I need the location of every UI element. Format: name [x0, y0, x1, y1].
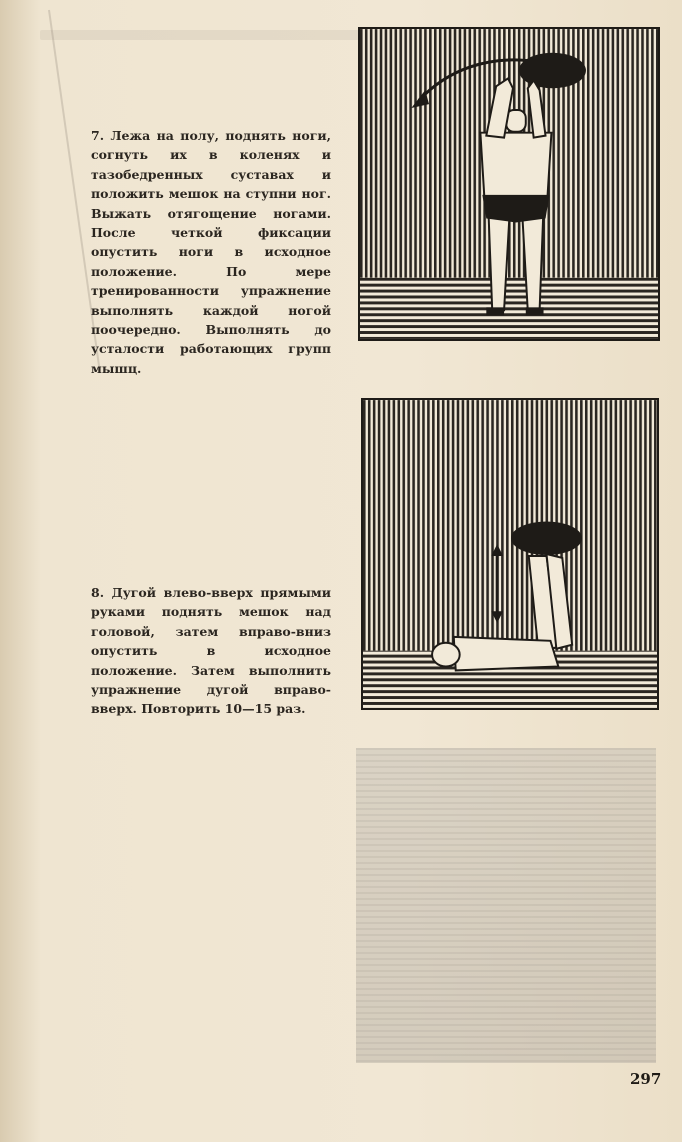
exercise-8-text: 8. Дугой влево-вверх прямыми руками поднять мешок над головой, затем вправо-вниз опустить в исходное положение. Затем выполнить упражнение дугой вправо-вверх. Повторить 10—15 раз.: [91, 585, 331, 717]
exercise-7-text: 7. Лежа на полу, поднять ноги, согнуть их в коленях и тазобедренных суставах и положить мешок на ступни ног. Выжать отягощение ногами. После четкой фиксации опустить ноги в исходное положение. По мере тренированности упражнение выполнять каждой ногой поочередно. Выполнять до усталости работающих групп мышц.: [91, 128, 331, 376]
exercise-7-illustration: [361, 398, 659, 710]
page-number: 297: [630, 1070, 662, 1088]
exercise-8-illustration: [358, 27, 660, 341]
exercise-7-drawing: [363, 400, 657, 708]
exercise-8-drawing: [360, 29, 658, 339]
bleed-through-illustration: [356, 748, 656, 1063]
